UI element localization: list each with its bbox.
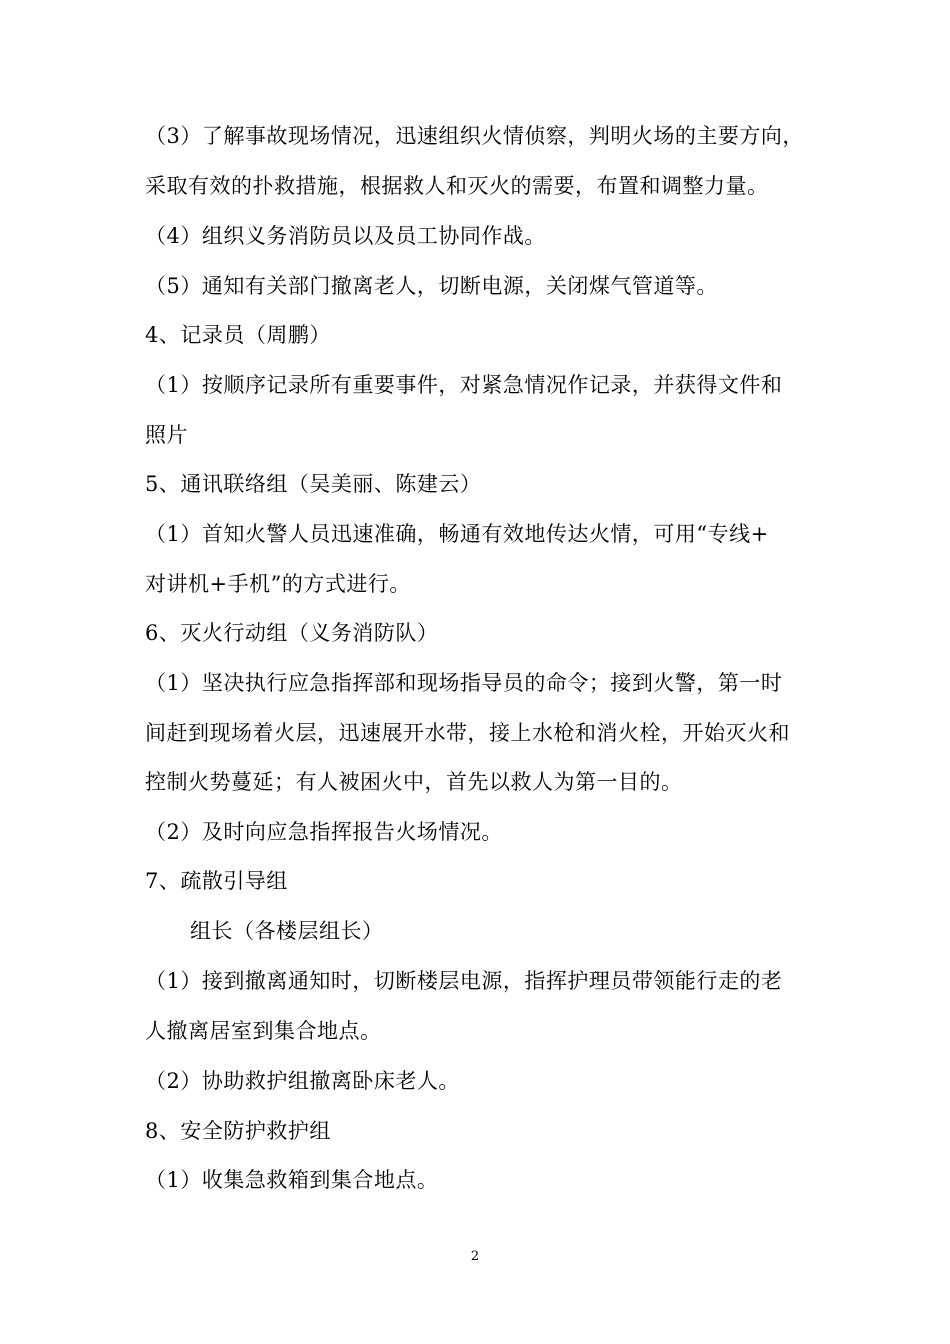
text-line: （1）按顺序记录所有重要事件，对紧急情况作记录，并获得文件和 [145, 373, 783, 397]
text-line: （1）接到撤离通知时，切断楼层电源，指挥护理员带领能行走的老 [145, 969, 783, 993]
text-line: 对讲机+手机”的方式进行。 [145, 572, 411, 596]
text-line: （5）通知有关部门撤离老人，切断电源，关闭煤气管道等。 [145, 274, 718, 298]
text-line: （3）了解事故现场情况，迅速组织火情侦察，判明火场的主要方向， [145, 124, 804, 148]
section-heading: 4、记录员（周鹏） [145, 323, 331, 347]
text-line: （1）坚决执行应急指挥部和现场指导员的命令；接到火警，第一时 [145, 671, 783, 695]
section-heading: 5、通讯联络组（吴美丽、陈建云） [145, 472, 482, 496]
section-heading: 8、安全防护救护组 [145, 1119, 331, 1143]
page-number: 2 [470, 1249, 480, 1264]
text-line: （1）首知火警人员迅速准确，畅通有效地传达火情，可用“专线+ [145, 522, 769, 546]
text-line: 组长（各楼层组长） [190, 919, 384, 943]
section-heading: 7、疏散引导组 [145, 869, 288, 893]
text-line: 采取有效的扑救措施，根据救人和灭火的需要，布置和调整力量。 [145, 174, 769, 198]
text-line: 照片 [145, 423, 188, 447]
text-line: （2）及时向应急指挥报告火场情况。 [145, 820, 503, 844]
text-line: 间赶到现场着火层，迅速展开水带，接上水枪和消火栓，开始灭火和 [145, 721, 790, 745]
text-line: 控制火势蔓延；有人被困火中，首先以救人为第一目的。 [145, 770, 683, 794]
text-line: （4）组织义务消防员以及员工协同作战。 [145, 224, 546, 248]
text-line: 人撤离居室到集合地点。 [145, 1019, 382, 1043]
text-line: （1）收集急救箱到集合地点。 [145, 1168, 439, 1192]
text-line: （2）协助救护组撤离卧床老人。 [145, 1069, 460, 1093]
section-heading: 6、灭火行动组（义务消防队） [145, 621, 439, 645]
